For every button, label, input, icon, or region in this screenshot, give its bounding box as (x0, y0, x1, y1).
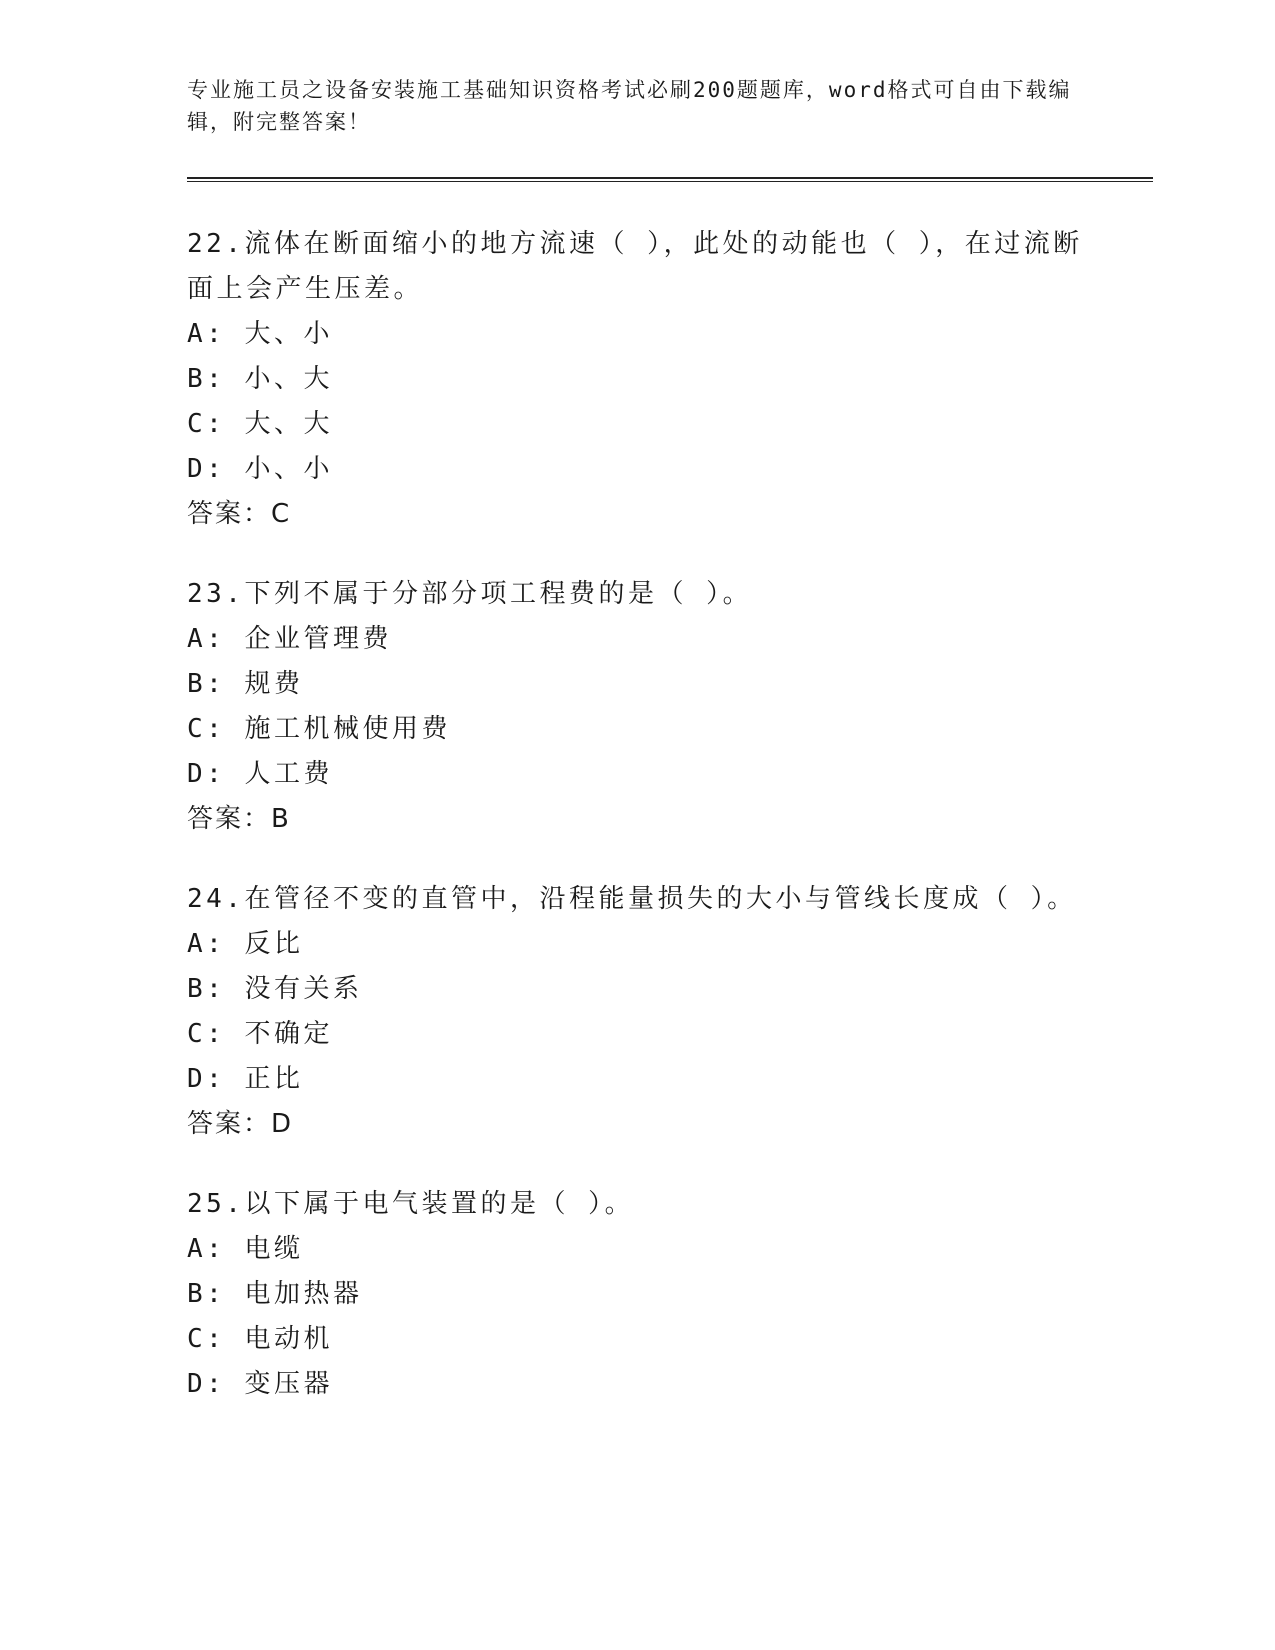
option-c: C: 大、大 (187, 409, 333, 439)
question-block (187, 572, 1187, 842)
question-stem: 流体在断面缩小的地方流速（ ），此处的动能也（ ），在过流断面上会产生压差。 (187, 229, 1083, 304)
option-a: A: 企业管理费 (187, 624, 392, 654)
option-b: B: 电加热器 (187, 1279, 363, 1309)
question-text (187, 222, 1087, 312)
question-text (187, 877, 1087, 922)
question-stem: 以下属于电气装置的是（ ）。 (244, 1189, 635, 1219)
answer: 答案：C (187, 499, 292, 529)
question-number: 22. (187, 229, 245, 259)
option-c: C: 不确定 (187, 1019, 333, 1049)
question-number: 25. (187, 1189, 245, 1219)
question-stem: 下列不属于分部分项工程费的是（ ）。 (244, 579, 753, 609)
option-b: B: 没有关系 (187, 974, 363, 1004)
answer: 答案：D (187, 1109, 294, 1139)
question-block (187, 222, 1187, 537)
option-c: C: 施工机械使用费 (187, 714, 451, 744)
option-d: D: 人工费 (187, 759, 333, 789)
option-b: B: 规费 (187, 669, 304, 699)
question-stem: 在管径不变的直管中，沿程能量损失的大小与管线长度成（ ）。 (244, 884, 1077, 914)
option-d: D: 正比 (187, 1064, 304, 1094)
question-number: 23. (187, 579, 245, 609)
option-d: D: 变压器 (187, 1369, 333, 1399)
option-a: A: 大、小 (187, 319, 333, 349)
question-block (187, 877, 1187, 1147)
question-number: 24. (187, 884, 245, 914)
answer: 答案：B (187, 804, 291, 834)
header-title: 专业施工员之设备安装施工基础知识资格考试必刷200题题库，word格式可自由下载编辑，附完整答案！ (187, 78, 1072, 134)
question-text (187, 1182, 1087, 1227)
option-d: D: 小、小 (187, 454, 333, 484)
option-a: A: 反比 (187, 929, 304, 959)
document-header (187, 74, 1087, 138)
option-b: B: 小、大 (187, 364, 333, 394)
header-divider (187, 177, 1153, 182)
question-text (187, 572, 1087, 617)
question-block (187, 1182, 1187, 1407)
option-a: A: 电缆 (187, 1234, 304, 1264)
option-c: C: 电动机 (187, 1324, 333, 1354)
